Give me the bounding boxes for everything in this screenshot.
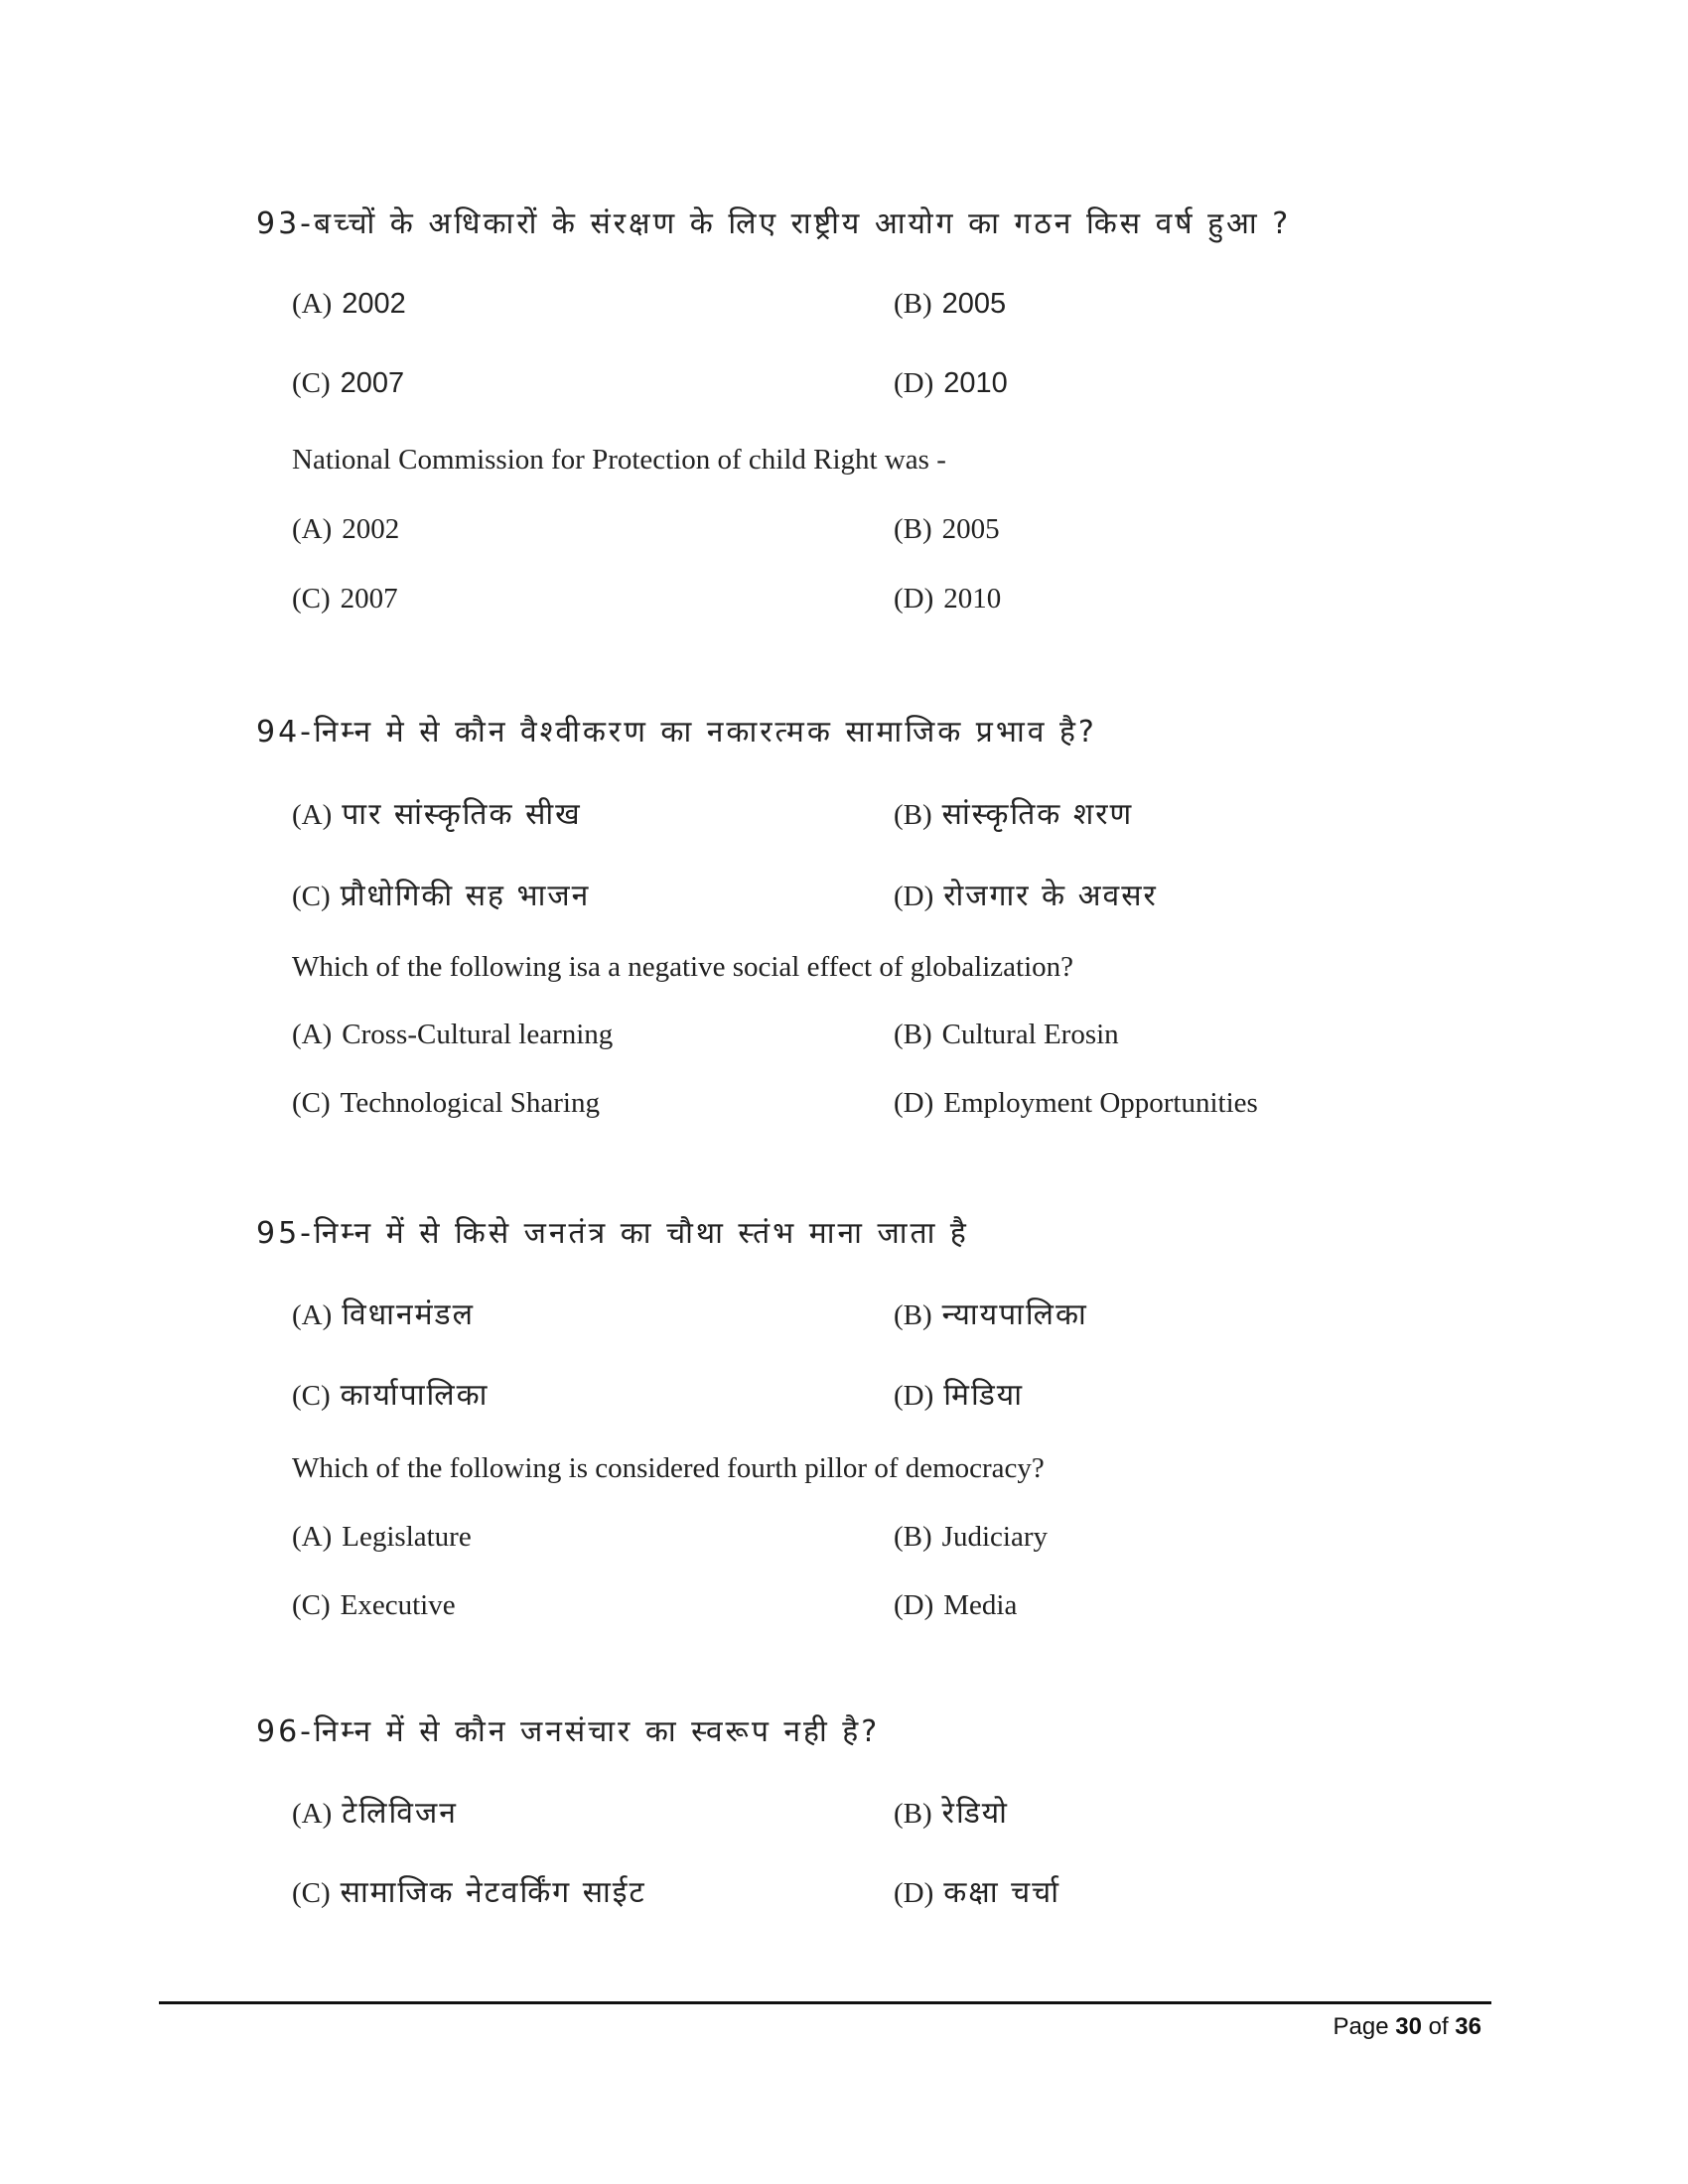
- option-text: 2010: [943, 367, 1008, 399]
- option-letter: (A): [292, 1521, 333, 1553]
- option-text: 2007: [340, 367, 405, 399]
- option-text: Executive: [340, 1589, 456, 1621]
- total-pages: 36: [1455, 2013, 1481, 2040]
- option-text: 2007: [340, 583, 398, 614]
- option-letter: (D): [894, 1380, 934, 1412]
- question-93-hindi: 93-बच्चों के अधिकारों के संरक्षण के लिए राष्ट्रीय आयोग का गठन किस वर्ष हुआ ?: [256, 206, 1292, 241]
- question-94-english: Which of the following isa a negative social effect of globalization?: [292, 951, 1074, 983]
- option-letter: (B): [894, 288, 932, 320]
- option-text: 2002: [342, 513, 400, 545]
- option-letter: (D): [894, 881, 934, 912]
- option-letter: (A): [292, 1019, 333, 1050]
- option-letter: (D): [894, 1589, 934, 1621]
- page-label: Page: [1333, 2013, 1389, 2040]
- option-text: Media: [943, 1589, 1018, 1621]
- question-95-hindi-option-b: [894, 1293, 1088, 1333]
- option-letter: (B): [894, 1521, 932, 1553]
- option-text: विधानमंडल: [342, 1297, 475, 1332]
- option-text: न्यायपालिका: [941, 1297, 1088, 1332]
- option-text: पार सांस्कृतिक सीख: [342, 797, 582, 832]
- option-text: सांस्कृतिक शरण: [941, 797, 1134, 832]
- option-text: 2005: [941, 288, 1007, 320]
- option-letter: (B): [894, 1798, 932, 1830]
- question-94-english-option-c: [292, 1087, 600, 1120]
- option-letter: (D): [894, 583, 934, 614]
- question-94-hindi: 94-निम्न मे से कौन वैश्वीकरण का नकारत्मक सामाजिक प्रभाव है?: [256, 715, 1097, 750]
- question-95-english-option-b: [894, 1521, 1048, 1554]
- option-letter: (D): [894, 1877, 934, 1909]
- question-95-english-option-d: [894, 1589, 1017, 1622]
- option-letter: (C): [292, 367, 331, 399]
- question-94-hindi-option-d: [894, 874, 1158, 914]
- option-text: 2005: [941, 513, 1000, 545]
- question-94-hindi-option-c: [292, 874, 590, 914]
- question-96-hindi-option-d: [894, 1870, 1060, 1911]
- question-96-hindi-option-b: [894, 1791, 1009, 1832]
- question-94-hindi-option-b: [894, 792, 1133, 833]
- option-letter: (C): [292, 1087, 331, 1119]
- option-text: मिडिया: [943, 1378, 1024, 1413]
- question-94-english-option-d: [894, 1087, 1258, 1120]
- page-number: [1334, 2013, 1482, 2041]
- option-letter: (A): [292, 288, 333, 320]
- option-letter: (B): [894, 513, 932, 545]
- question-95-hindi-option-d: [894, 1373, 1024, 1414]
- option-text: Cultural Erosin: [941, 1019, 1119, 1050]
- question-95-hindi-option-c: [292, 1373, 489, 1414]
- option-text: 2010: [943, 583, 1002, 614]
- option-text: Technological Sharing: [340, 1087, 600, 1119]
- option-letter: (A): [292, 513, 333, 545]
- option-text: प्रौधोगिकी सह भाजन: [340, 879, 591, 913]
- option-letter: (C): [292, 1380, 331, 1412]
- option-text: Judiciary: [941, 1521, 1048, 1553]
- option-letter: (B): [894, 799, 932, 831]
- question-93-hindi-option-a: [292, 288, 406, 321]
- question-94-english-option-a: [292, 1019, 613, 1051]
- option-text: रेडियो: [941, 1796, 1009, 1831]
- question-95-english: Which of the following is considered fourth pillor of democracy?: [292, 1452, 1045, 1484]
- question-95-english-option-a: [292, 1521, 472, 1554]
- option-letter: (C): [292, 1877, 331, 1909]
- option-letter: (C): [292, 1589, 331, 1621]
- question-93-hindi-option-c: [292, 367, 404, 400]
- option-letter: (B): [894, 1019, 932, 1050]
- option-letter: (A): [292, 1299, 333, 1331]
- question-93-english-option-c: [292, 583, 398, 615]
- question-94-english-option-b: [894, 1019, 1119, 1051]
- question-94-hindi-option-a: [292, 792, 582, 833]
- question-96-hindi-option-c: [292, 1870, 646, 1911]
- option-text: Cross-Cultural learning: [342, 1019, 614, 1050]
- question-96-hindi: 96-निम्न में से कौन जनसंचार का स्वरूप नही है?: [256, 1714, 881, 1749]
- question-93-hindi-option-d: [894, 367, 1008, 400]
- question-95-hindi: 95-निम्न में से किसे जनतंत्र का चौथा स्तंभ माना जाता है: [256, 1216, 969, 1251]
- question-93-hindi-option-b: [894, 288, 1006, 321]
- option-letter: (C): [292, 881, 331, 912]
- option-letter: (A): [292, 799, 333, 831]
- option-text: कक्षा चर्चा: [943, 1875, 1060, 1910]
- option-text: कार्यापालिका: [340, 1378, 490, 1413]
- question-95-hindi-option-a: [292, 1293, 475, 1333]
- question-96-hindi-option-a: [292, 1791, 458, 1832]
- question-93-english: National Commission for Protection of child Right was -: [292, 444, 946, 476]
- option-text: Employment Opportunities: [943, 1087, 1258, 1119]
- question-93-english-option-a: [292, 513, 399, 546]
- option-text: 2002: [342, 288, 406, 320]
- question-95-english-option-c: [292, 1589, 456, 1622]
- option-letter: (B): [894, 1299, 932, 1331]
- option-text: Legislature: [342, 1521, 472, 1553]
- question-93-english-option-b: [894, 513, 1000, 546]
- option-text: रोजगार के अवसर: [943, 879, 1158, 913]
- footer-divider: [159, 2001, 1491, 2004]
- current-page: 30: [1395, 2013, 1422, 2040]
- page-of-label: of: [1428, 2013, 1449, 2040]
- question-93-english-option-d: [894, 583, 1001, 615]
- option-letter: (C): [292, 583, 331, 614]
- option-letter: (D): [894, 367, 934, 399]
- option-text: टेलिविजन: [342, 1796, 458, 1831]
- option-text: सामाजिक नेटवर्किंग साईट: [340, 1875, 646, 1910]
- option-letter: (A): [292, 1798, 333, 1830]
- option-letter: (D): [894, 1087, 934, 1119]
